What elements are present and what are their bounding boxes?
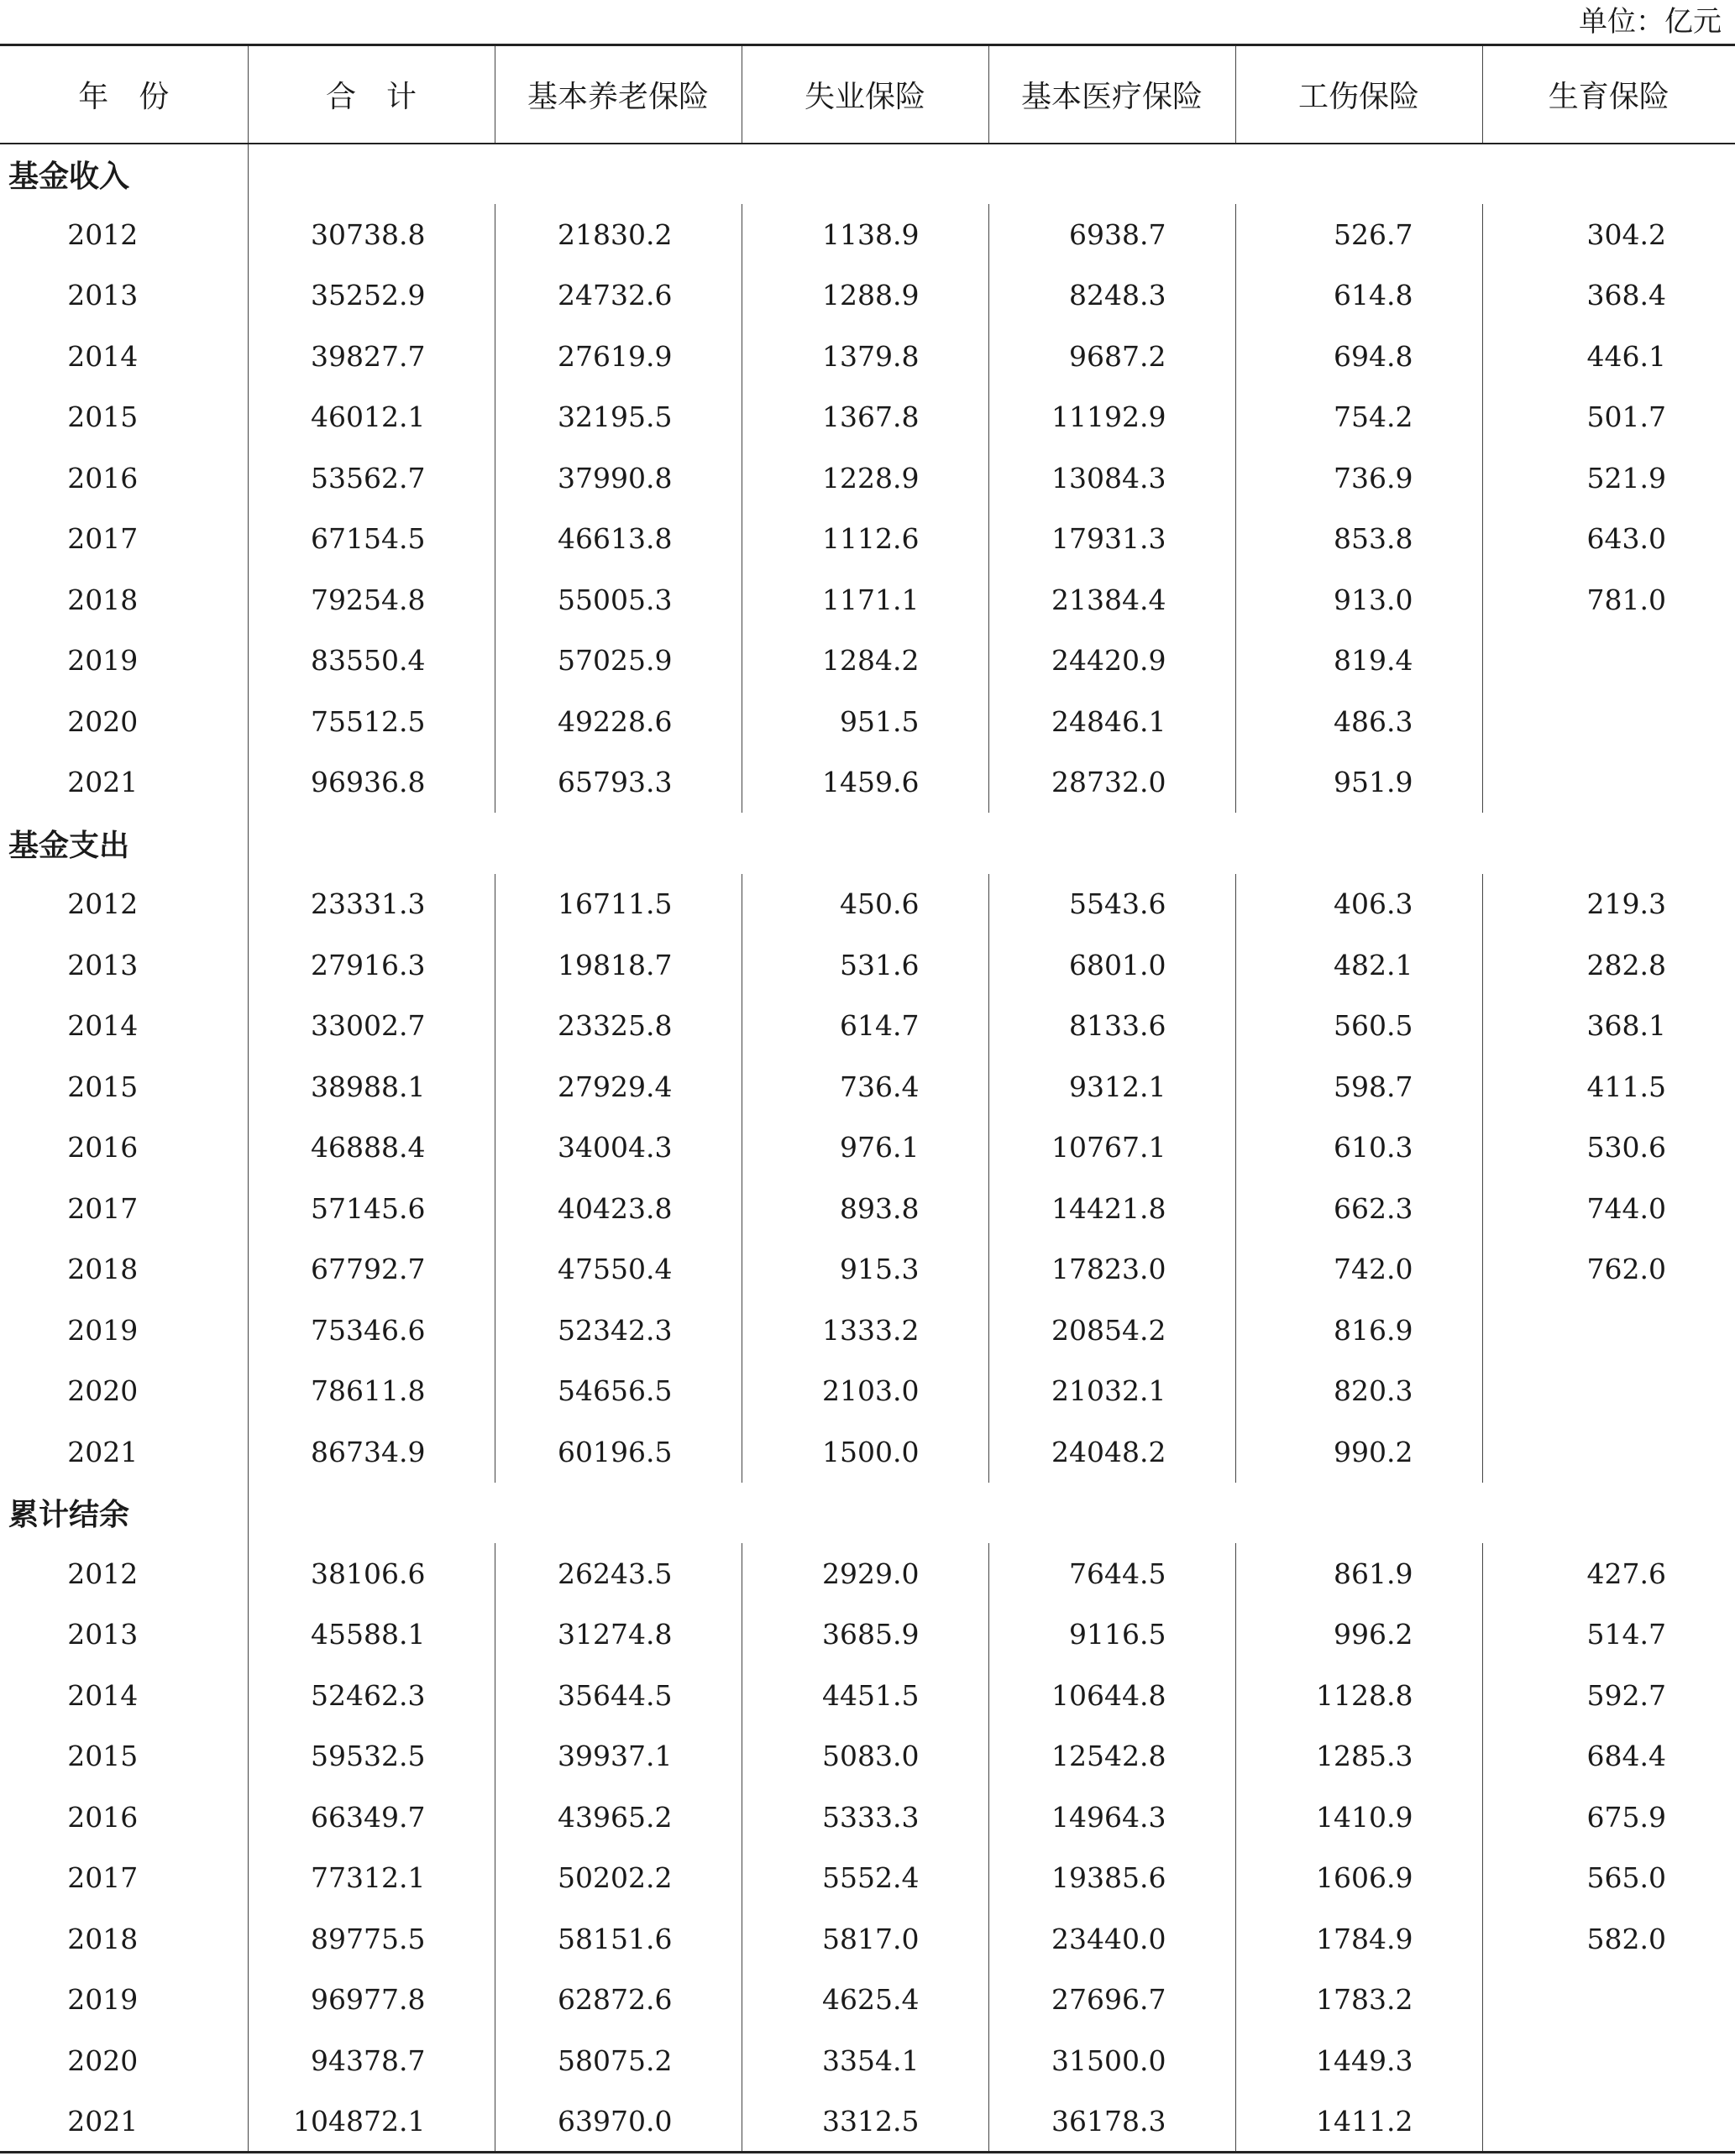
table-row xyxy=(0,996,1735,1057)
section-empty-cell xyxy=(1235,144,1482,205)
table-row xyxy=(0,1908,1735,1970)
cell-maternity: 368.4 xyxy=(1482,265,1735,327)
section-label: 基金支出 xyxy=(0,813,248,874)
cell-pension: 39937.1 xyxy=(495,1726,742,1787)
cell-year: 2016 xyxy=(67,1131,139,1164)
cell-work-injury: 526.7 xyxy=(1235,204,1482,265)
cell-unemployment: 1333.2 xyxy=(742,1300,988,1361)
cell-year: 2017 xyxy=(67,1861,139,1895)
cell-pension: 57025.9 xyxy=(495,631,742,692)
table-row xyxy=(0,631,1735,692)
cell-work-injury: 560.5 xyxy=(1235,996,1482,1057)
cell-pension: 27619.9 xyxy=(495,326,742,387)
cell-medical: 13084.3 xyxy=(988,447,1235,509)
table-row xyxy=(0,2091,1735,2153)
section-empty-cell xyxy=(742,144,988,205)
cell-pension: 27929.4 xyxy=(495,1056,742,1117)
cell-pension: 40423.8 xyxy=(495,1178,742,1239)
cell-work-injury: 1410.9 xyxy=(1235,1787,1482,1848)
cell-maternity: 582.0 xyxy=(1482,1908,1735,1970)
cell-maternity xyxy=(1482,752,1735,814)
header-unemployment: 失业保险 xyxy=(742,45,988,144)
table-row xyxy=(0,1239,1735,1300)
table-row xyxy=(0,1300,1735,1361)
section-empty-cell xyxy=(248,144,495,205)
cell-unemployment: 4451.5 xyxy=(742,1665,988,1726)
cell-medical: 23440.0 xyxy=(988,1908,1235,1970)
cell-medical: 9687.2 xyxy=(988,326,1235,387)
cell-work-injury: 742.0 xyxy=(1235,1239,1482,1300)
cell-pension: 43965.2 xyxy=(495,1787,742,1848)
cell-work-injury: 1449.3 xyxy=(1235,2030,1482,2091)
header-work-injury: 工伤保险 xyxy=(1235,45,1482,144)
cell-total: 35252.9 xyxy=(248,265,495,327)
cell-unemployment: 951.5 xyxy=(742,691,988,752)
table-row xyxy=(0,1726,1735,1787)
section-empty-cell xyxy=(495,1483,742,1544)
cell-maternity: 368.1 xyxy=(1482,996,1735,1057)
cell-medical: 19385.6 xyxy=(988,1848,1235,1909)
cell-pension: 23325.8 xyxy=(495,996,742,1057)
cell-pension: 37990.8 xyxy=(495,447,742,509)
cell-total: 94378.7 xyxy=(248,2030,495,2091)
cell-year: 2013 xyxy=(67,948,139,981)
cell-pension: 54656.5 xyxy=(495,1361,742,1422)
cell-medical: 31500.0 xyxy=(988,2030,1235,2091)
cell-medical: 8133.6 xyxy=(988,996,1235,1057)
cell-pension: 58075.2 xyxy=(495,2030,742,2091)
cell-year: 2020 xyxy=(67,2043,139,2077)
cell-total: 66349.7 xyxy=(248,1787,495,1848)
cell-medical: 12542.8 xyxy=(988,1726,1235,1787)
cell-work-injury: 662.3 xyxy=(1235,1178,1482,1239)
cell-total: 86734.9 xyxy=(248,1421,495,1483)
cell-pension: 24732.6 xyxy=(495,265,742,327)
cell-maternity: 282.8 xyxy=(1482,934,1735,996)
cell-year: 2019 xyxy=(67,644,139,678)
cell-pension: 31274.8 xyxy=(495,1604,742,1666)
cell-year: 2013 xyxy=(67,279,139,312)
cell-year: 2014 xyxy=(67,1678,139,1712)
section-row xyxy=(0,144,1735,205)
cell-unemployment: 1171.1 xyxy=(742,569,988,631)
cell-work-injury: 1784.9 xyxy=(1235,1908,1482,1970)
table-row xyxy=(0,934,1735,996)
cell-pension: 58151.6 xyxy=(495,1908,742,1970)
cell-pension: 62872.6 xyxy=(495,1970,742,2031)
cell-unemployment: 5333.3 xyxy=(742,1787,988,1848)
header-total: 合 计 xyxy=(248,45,495,144)
cell-year: 2014 xyxy=(67,339,139,373)
section-label: 累计结余 xyxy=(0,1483,248,1544)
cell-medical: 6938.7 xyxy=(988,204,1235,265)
cell-year: 2012 xyxy=(67,887,139,921)
cell-unemployment: 3354.1 xyxy=(742,2030,988,2091)
cell-total: 30738.8 xyxy=(248,204,495,265)
table-row xyxy=(0,1421,1735,1483)
cell-work-injury: 1128.8 xyxy=(1235,1665,1482,1726)
cell-unemployment: 2103.0 xyxy=(742,1361,988,1422)
cell-unemployment: 4625.4 xyxy=(742,1970,988,2031)
table-row xyxy=(0,1665,1735,1726)
cell-year: 2018 xyxy=(67,1253,139,1286)
cell-medical: 24048.2 xyxy=(988,1421,1235,1483)
cell-total: 89775.5 xyxy=(248,1908,495,1970)
cell-medical: 17931.3 xyxy=(988,509,1235,570)
cell-maternity: 643.0 xyxy=(1482,509,1735,570)
cell-medical: 9116.5 xyxy=(988,1604,1235,1666)
cell-year: 2012 xyxy=(67,217,139,251)
cell-unemployment: 1288.9 xyxy=(742,265,988,327)
cell-year: 2020 xyxy=(67,1374,139,1408)
cell-work-injury: 598.7 xyxy=(1235,1056,1482,1117)
cell-work-injury: 816.9 xyxy=(1235,1300,1482,1361)
cell-medical: 21032.1 xyxy=(988,1361,1235,1422)
cell-year: 2013 xyxy=(67,1618,139,1651)
section-empty-cell xyxy=(988,144,1235,205)
header-pension: 基本养老保险 xyxy=(495,45,742,144)
cell-medical: 21384.4 xyxy=(988,569,1235,631)
table-row xyxy=(0,1848,1735,1909)
cell-maternity xyxy=(1482,1421,1735,1483)
cell-work-injury: 694.8 xyxy=(1235,326,1482,387)
cell-unemployment: 1228.9 xyxy=(742,447,988,509)
cell-medical: 17823.0 xyxy=(988,1239,1235,1300)
cell-unemployment: 450.6 xyxy=(742,874,988,935)
cell-unemployment: 1138.9 xyxy=(742,204,988,265)
table-row xyxy=(0,1543,1735,1604)
cell-total: 33002.7 xyxy=(248,996,495,1057)
section-empty-cell xyxy=(1235,1483,1482,1544)
section-empty-cell xyxy=(1482,1483,1735,1544)
cell-year: 2017 xyxy=(67,522,139,556)
cell-total: 38106.6 xyxy=(248,1543,495,1604)
cell-unemployment: 1367.8 xyxy=(742,387,988,448)
cell-medical: 8248.3 xyxy=(988,265,1235,327)
cell-work-injury: 614.8 xyxy=(1235,265,1482,327)
cell-pension: 50202.2 xyxy=(495,1848,742,1909)
cell-work-injury: 853.8 xyxy=(1235,509,1482,570)
cell-pension: 63970.0 xyxy=(495,2091,742,2153)
cell-maternity: 530.6 xyxy=(1482,1117,1735,1179)
cell-year: 2016 xyxy=(67,1800,139,1834)
cell-total: 45588.1 xyxy=(248,1604,495,1666)
cell-unemployment: 1459.6 xyxy=(742,752,988,814)
table-row xyxy=(0,2030,1735,2091)
cell-work-injury: 1606.9 xyxy=(1235,1848,1482,1909)
cell-pension: 52342.3 xyxy=(495,1300,742,1361)
cell-work-injury: 951.9 xyxy=(1235,752,1482,814)
section-empty-cell xyxy=(1482,813,1735,874)
cell-maternity xyxy=(1482,631,1735,692)
cell-total: 77312.1 xyxy=(248,1848,495,1909)
cell-unemployment: 5817.0 xyxy=(742,1908,988,1970)
header-medical: 基本医疗保险 xyxy=(988,45,1235,144)
table-row xyxy=(0,204,1735,265)
table-row xyxy=(0,569,1735,631)
cell-maternity xyxy=(1482,691,1735,752)
section-empty-cell xyxy=(495,813,742,874)
cell-unemployment: 614.7 xyxy=(742,996,988,1057)
cell-unemployment: 2929.0 xyxy=(742,1543,988,1604)
section-empty-cell xyxy=(248,813,495,874)
cell-medical: 10767.1 xyxy=(988,1117,1235,1179)
header-row xyxy=(0,45,1735,144)
cell-medical: 5543.6 xyxy=(988,874,1235,935)
table-body xyxy=(0,144,1735,2153)
cell-maternity: 744.0 xyxy=(1482,1178,1735,1239)
cell-pension: 35644.5 xyxy=(495,1665,742,1726)
cell-unemployment: 736.4 xyxy=(742,1056,988,1117)
cell-total: 57145.6 xyxy=(248,1178,495,1239)
cell-medical: 6801.0 xyxy=(988,934,1235,996)
section-empty-cell xyxy=(248,1483,495,1544)
section-label: 基金收入 xyxy=(0,144,248,205)
cell-unemployment: 5083.0 xyxy=(742,1726,988,1787)
cell-total: 79254.8 xyxy=(248,569,495,631)
cell-medical: 27696.7 xyxy=(988,1970,1235,2031)
cell-year: 2021 xyxy=(0,2091,248,2153)
cell-year: 2016 xyxy=(67,461,139,495)
cell-total: 67154.5 xyxy=(248,509,495,570)
cell-maternity: 446.1 xyxy=(1482,326,1735,387)
cell-medical: 14421.8 xyxy=(988,1178,1235,1239)
cell-work-injury: 610.3 xyxy=(1235,1117,1482,1179)
cell-year: 2018 xyxy=(67,583,139,616)
cell-total: 23331.3 xyxy=(248,874,495,935)
cell-unemployment: 1112.6 xyxy=(742,509,988,570)
table-row xyxy=(0,874,1735,935)
cell-year: 2017 xyxy=(67,1191,139,1225)
cell-maternity: 675.9 xyxy=(1482,1787,1735,1848)
table-row xyxy=(0,1117,1735,1179)
cell-work-injury: 996.2 xyxy=(1235,1604,1482,1666)
table-row xyxy=(0,326,1735,387)
cell-work-injury: 1285.3 xyxy=(1235,1726,1482,1787)
cell-work-injury: 482.1 xyxy=(1235,934,1482,996)
cell-work-injury: 1411.2 xyxy=(1235,2091,1482,2153)
cell-pension: 32195.5 xyxy=(495,387,742,448)
cell-total: 78611.8 xyxy=(248,1361,495,1422)
cell-year: 2014 xyxy=(67,1009,139,1043)
cell-medical: 36178.3 xyxy=(988,2091,1235,2153)
cell-unemployment: 976.1 xyxy=(742,1117,988,1179)
cell-year: 2018 xyxy=(67,1922,139,1955)
cell-pension: 49228.6 xyxy=(495,691,742,752)
cell-year: 2015 xyxy=(67,400,139,434)
section-row xyxy=(0,1483,1735,1544)
cell-year: 2021 xyxy=(67,766,139,799)
cell-medical: 11192.9 xyxy=(988,387,1235,448)
cell-work-injury: 819.4 xyxy=(1235,631,1482,692)
cell-total: 53562.7 xyxy=(248,447,495,509)
section-empty-cell xyxy=(988,1483,1235,1544)
cell-pension: 21830.2 xyxy=(495,204,742,265)
cell-unemployment: 5552.4 xyxy=(742,1848,988,1909)
cell-unemployment: 1379.8 xyxy=(742,326,988,387)
cell-work-injury: 754.2 xyxy=(1235,387,1482,448)
cell-unemployment: 1500.0 xyxy=(742,1421,988,1483)
cell-year: 2021 xyxy=(67,1435,139,1468)
table-row xyxy=(0,1787,1735,1848)
table-row xyxy=(0,1970,1735,2031)
cell-unemployment: 531.6 xyxy=(742,934,988,996)
cell-total: 46012.1 xyxy=(248,387,495,448)
cell-pension: 65793.3 xyxy=(495,752,742,814)
cell-medical: 9312.1 xyxy=(988,1056,1235,1117)
table-row xyxy=(0,1056,1735,1117)
cell-maternity: 411.5 xyxy=(1482,1056,1735,1117)
cell-maternity: 762.0 xyxy=(1482,1239,1735,1300)
cell-total: 27916.3 xyxy=(248,934,495,996)
cell-year: 2020 xyxy=(67,704,139,738)
table-row xyxy=(0,509,1735,570)
cell-medical: 28732.0 xyxy=(988,752,1235,814)
cell-maternity xyxy=(1482,1970,1735,2031)
cell-total: 59532.5 xyxy=(248,1726,495,1787)
cell-maternity: 219.3 xyxy=(1482,874,1735,935)
cell-work-injury: 913.0 xyxy=(1235,569,1482,631)
table-row xyxy=(0,752,1735,814)
cell-work-injury: 736.9 xyxy=(1235,447,1482,509)
cell-medical: 14964.3 xyxy=(988,1787,1235,1848)
section-empty-cell xyxy=(742,1483,988,1544)
cell-total: 67792.7 xyxy=(248,1239,495,1300)
cell-maternity: 427.6 xyxy=(1482,1543,1735,1604)
header-year: 年 份 xyxy=(0,45,248,144)
cell-maternity xyxy=(1482,1361,1735,1422)
header-maternity: 生育保险 xyxy=(1482,45,1735,144)
cell-total: 75512.5 xyxy=(248,691,495,752)
cell-maternity: 514.7 xyxy=(1482,1604,1735,1666)
section-empty-cell xyxy=(988,813,1235,874)
cell-medical: 24846.1 xyxy=(988,691,1235,752)
cell-work-injury: 1783.2 xyxy=(1235,1970,1482,2031)
cell-maternity: 592.7 xyxy=(1482,1665,1735,1726)
unit-label: 单位：亿元 xyxy=(1579,5,1722,39)
cell-pension: 55005.3 xyxy=(495,569,742,631)
cell-medical: 20854.2 xyxy=(988,1300,1235,1361)
cell-total: 104872.1 xyxy=(248,2091,495,2153)
cell-maternity: 501.7 xyxy=(1482,387,1735,448)
cell-work-injury: 406.3 xyxy=(1235,874,1482,935)
cell-work-injury: 486.3 xyxy=(1235,691,1482,752)
cell-maternity: 521.9 xyxy=(1482,447,1735,509)
cell-maternity: 781.0 xyxy=(1482,569,1735,631)
cell-maternity xyxy=(1482,1300,1735,1361)
cell-year: 2015 xyxy=(67,1740,139,1773)
cell-maternity xyxy=(1482,2030,1735,2091)
social-insurance-fund-table xyxy=(0,44,1735,2153)
cell-pension: 16711.5 xyxy=(495,874,742,935)
cell-medical: 24420.9 xyxy=(988,631,1235,692)
section-row xyxy=(0,813,1735,874)
cell-pension: 34004.3 xyxy=(495,1117,742,1179)
cell-year: 2015 xyxy=(67,1070,139,1103)
cell-unemployment: 3312.5 xyxy=(742,2091,988,2153)
table-row xyxy=(0,387,1735,448)
cell-work-injury: 990.2 xyxy=(1235,1421,1482,1483)
cell-unemployment: 1284.2 xyxy=(742,631,988,692)
cell-total: 46888.4 xyxy=(248,1117,495,1179)
cell-year: 2019 xyxy=(67,1983,139,2017)
cell-unemployment: 915.3 xyxy=(742,1239,988,1300)
cell-maternity: 304.2 xyxy=(1482,204,1735,265)
cell-work-injury: 820.3 xyxy=(1235,1361,1482,1422)
table-row xyxy=(0,1178,1735,1239)
cell-pension: 60196.5 xyxy=(495,1421,742,1483)
section-empty-cell xyxy=(1235,813,1482,874)
cell-medical: 7644.5 xyxy=(988,1543,1235,1604)
cell-total: 83550.4 xyxy=(248,631,495,692)
section-empty-cell xyxy=(1482,144,1735,205)
cell-unemployment: 893.8 xyxy=(742,1178,988,1239)
table-row xyxy=(0,447,1735,509)
cell-pension: 46613.8 xyxy=(495,509,742,570)
cell-maternity: 684.4 xyxy=(1482,1726,1735,1787)
cell-pension: 26243.5 xyxy=(495,1543,742,1604)
cell-maternity xyxy=(1482,2091,1735,2153)
table-row xyxy=(0,265,1735,327)
section-empty-cell xyxy=(495,144,742,205)
cell-pension: 47550.4 xyxy=(495,1239,742,1300)
cell-total: 96977.8 xyxy=(248,1970,495,2031)
table-row xyxy=(0,1361,1735,1422)
cell-total: 75346.6 xyxy=(248,1300,495,1361)
table-row xyxy=(0,1604,1735,1666)
section-empty-cell xyxy=(742,813,988,874)
cell-total: 38988.1 xyxy=(248,1056,495,1117)
cell-year: 2019 xyxy=(67,1313,139,1347)
cell-year: 2012 xyxy=(67,1557,139,1590)
cell-total: 52462.3 xyxy=(248,1665,495,1726)
cell-maternity: 565.0 xyxy=(1482,1848,1735,1909)
cell-unemployment: 3685.9 xyxy=(742,1604,988,1666)
cell-work-injury: 861.9 xyxy=(1235,1543,1482,1604)
cell-pension: 19818.7 xyxy=(495,934,742,996)
cell-total: 96936.8 xyxy=(248,752,495,814)
cell-medical: 10644.8 xyxy=(988,1665,1235,1726)
cell-total: 39827.7 xyxy=(248,326,495,387)
table-row xyxy=(0,691,1735,752)
